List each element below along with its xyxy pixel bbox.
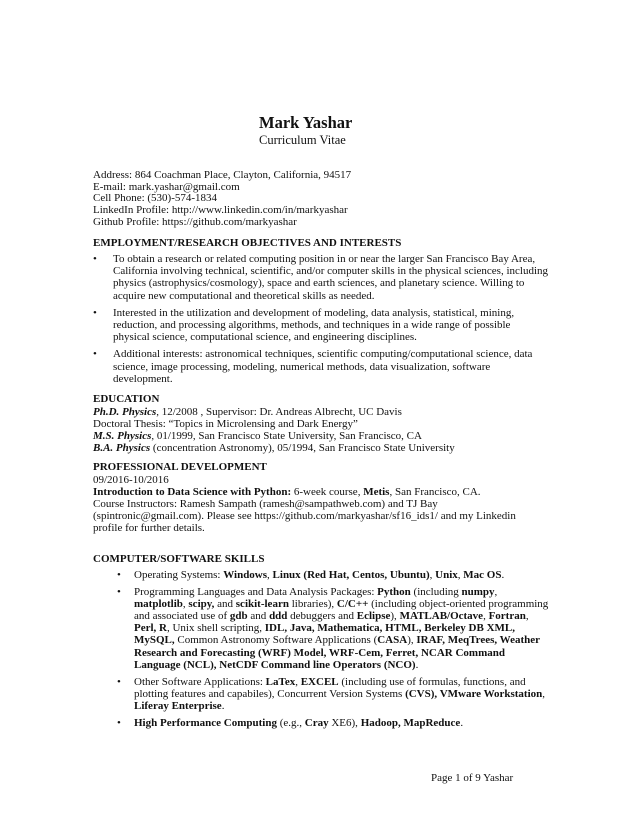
instructors-line: (spintronic@gmail.com). Please see https://github.com/markyashar/sf16_ids1/ and my Linkedin [93, 510, 516, 522]
skills-list [117, 569, 551, 734]
objective-text: Additional interests: astronomical techniques, scientific computing/computational science, data science, image processing, modeling, numerical methods, data visualization, software development. [113, 348, 533, 385]
list-item: • Operating Systems: Windows, Linux (Red Hat, Centos, Ubuntu), Unix, Mac OS. [117, 569, 505, 581]
contact-block [93, 170, 351, 229]
objective-text: To obtain a research or related computing position in or near the larger San Francisco Bay Area, California involving technical, scientific, and/or computer skills in the physical sciences, including physics (astrophysics/cosmology), space and earth sciences, and planetary science. Willing to acquire new computational and theoretical skills as needed. [113, 253, 548, 302]
ms-degree: M.S. Physics [93, 430, 152, 442]
objective-text: Interested in the utilization and development of modeling, data analysis, statistical, mining, reduction, and processing algorithms, methods, and techniques in a wide range of possible physical science, computational science, and engineering disciplines. [113, 306, 515, 344]
address-line: Address: 864 Coachman Place, Clayton, California, 94517 [93, 169, 352, 181]
education-heading: EDUCATION [93, 393, 160, 405]
instructors-line: Course Instructors: Ramesh Sampath (ramesh@sampathweb.com) and TJ Bay [93, 498, 438, 510]
github-line: Github Profile: https://github.com/markyashar [93, 215, 297, 228]
email-line: E-mail: mark.yashar@gmail.com [93, 180, 240, 193]
bullet-icon: • [117, 675, 121, 688]
list-item: • Programming Languages and Data Analysis Packages: Python (including numpy, matplotlib, scipy, and scikit-learn libraries), C/C++ (including object-oriented programming and associated use of gdb and ddd debuggers and Eclipse), MATLAB/Octave, Fortran, Perl, R, Unix shell scripting, IDL, Java, Mathematica, HTML, Berkeley DB XML, MySQL, Common Astronomy Software Applications (CASA), IRAF, MeqTrees, Weather Research and Forecasting (WRF) Model, WRF-Cem, Ferret, NCAR Command Language (NCL), NetCDF Command line Operators (NCO). [117, 586, 549, 671]
page-footer: Page 1 of 9 Yashar [431, 772, 514, 784]
education-block [93, 406, 553, 454]
cv-name: Mark Yashar [259, 113, 353, 132]
phd-degree: Ph.D. Physics [93, 406, 157, 418]
objectives-list [93, 253, 548, 390]
ms-line: M.S. Physics, 01/1999, San Francisco State University, San Francisco, CA [93, 430, 422, 442]
ba-line: B.A. Physics (concentration Astronomy), 05/1994, San Francisco State University [93, 442, 455, 454]
linkedin-line: LinkedIn Profile: http://www.linkedin.com/in/markyashar [93, 204, 348, 217]
phd-line: Ph.D. Physics, 12/2008 , Supervisor: Dr. Andreas Albrecht, UC Davis [93, 406, 402, 418]
development-block [93, 474, 553, 534]
list-item [93, 307, 548, 344]
bullet-icon: • [93, 253, 97, 265]
development-dates: 09/2016-10/2016 [93, 474, 169, 486]
phone-line: Cell Phone: (530)-574-1834 [93, 192, 218, 205]
skills-heading: COMPUTER/SOFTWARE SKILLS [93, 553, 265, 565]
bullet-icon: • [117, 717, 121, 730]
bullet-icon: • [117, 586, 121, 599]
cv-subtitle: Curriculum Vitae [259, 133, 346, 147]
development-heading: PROFESSIONAL DEVELOPMENT [93, 461, 267, 473]
instructors-line: profile for further details. [93, 522, 205, 534]
list-item [93, 253, 548, 302]
objectives-heading: EMPLOYMENT/RESEARCH OBJECTIVES AND INTERESTS [93, 237, 402, 249]
course-line: Introduction to Data Science with Python: 6-week course, Metis, San Francisco, CA. [93, 486, 481, 498]
ba-degree: B.A. Physics [93, 442, 151, 454]
bullet-icon: • [117, 569, 121, 581]
list-item: • High Performance Computing (e.g., Cray XE6), Hadoop, MapReduce. [117, 717, 464, 730]
list-item: • Other Software Applications: LaTex, EXCEL (including use of formulas, functions, and plotting features and capabiles), Concurrent Version Systems (CVS), VMware Workstation, Liferay Enterprise. [117, 675, 546, 712]
list-item [93, 348, 548, 385]
thesis-line: Doctoral Thesis: “Topics in Microlensing and Dark Energy” [93, 418, 358, 430]
bullet-icon: • [93, 306, 97, 319]
bullet-icon: • [93, 348, 97, 361]
